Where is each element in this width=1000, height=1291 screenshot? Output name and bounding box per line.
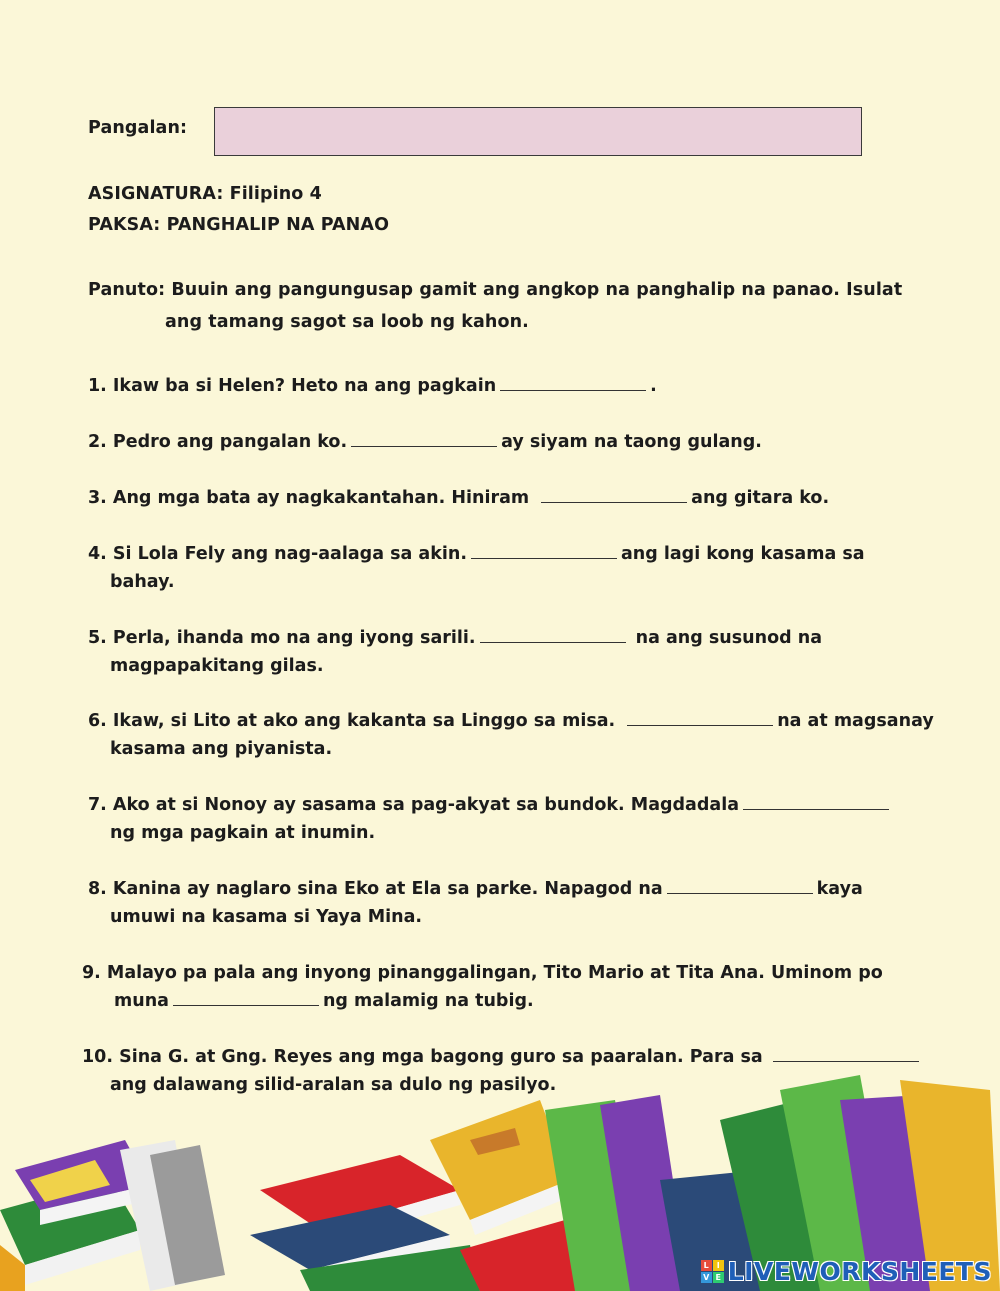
- question-8: [88, 875, 863, 931]
- liveworksheets-logo-icon: L I V E: [701, 1260, 724, 1283]
- answer-blank-2[interactable]: [351, 430, 497, 447]
- question-text: 3. Ang mga bata ay nagkakantahan. Hiniram: [88, 488, 530, 508]
- subject-line: ASIGNATURA: Filipino 4: [88, 184, 322, 204]
- question-6: [88, 707, 934, 763]
- answer-blank-9[interactable]: [173, 989, 319, 1006]
- question-text: na ang susunod na: [635, 628, 823, 648]
- question-text-cont: muna: [114, 991, 169, 1011]
- question-text-cont: umuwi na kasama si Yaya Mina.: [110, 907, 423, 927]
- question-9: [82, 959, 883, 1015]
- brand-text: LIVEWORKSHEETS: [727, 1256, 992, 1286]
- question-text: .: [650, 376, 657, 396]
- question-text: 9. Malayo pa pala ang inyong pinanggalingan, Tito Mario at Tita Ana. Uminom po: [82, 963, 883, 983]
- answer-blank-8[interactable]: [667, 877, 813, 894]
- question-text: ang lagi kong kasama sa: [620, 544, 865, 564]
- answer-blank-6[interactable]: [627, 709, 773, 726]
- answer-blank-3[interactable]: [541, 486, 687, 503]
- question-5: [88, 624, 822, 680]
- answer-blank-7[interactable]: [743, 793, 889, 810]
- instructions-line-1: Panuto: Buuin ang pangungusap gamit ang angkop na panghalip na panao. Isulat: [88, 280, 903, 300]
- question-text: ay siyam na taong gulang.: [501, 432, 762, 452]
- liveworksheets-brand: [701, 1257, 992, 1285]
- book-stack-left-icon: [0, 1140, 225, 1291]
- question-4: [88, 540, 865, 596]
- answer-blank-4[interactable]: [471, 542, 617, 559]
- answer-blank-5[interactable]: [480, 626, 626, 643]
- question-1: [88, 372, 657, 400]
- question-text-cont: magpapakitang gilas.: [110, 656, 324, 676]
- question-7: [88, 791, 893, 847]
- book-stack-center-left-icon: [250, 1155, 480, 1291]
- answer-blank-1[interactable]: [500, 374, 646, 391]
- instructions-line-2: ang tamang sagot sa loob ng kahon.: [165, 312, 529, 332]
- name-label: Pangalan:: [88, 118, 188, 138]
- question-text-cont: ang dalawang silid-aralan sa dulo ng pasilyo.: [110, 1075, 557, 1095]
- question-2: [88, 428, 762, 456]
- question-text: 8. Kanina ay naglaro sina Eko at Ela sa parke. Napagod na: [88, 879, 663, 899]
- name-field-box[interactable]: [214, 107, 862, 156]
- question-text: na at magsanay: [777, 711, 934, 731]
- question-text: kaya: [816, 879, 863, 899]
- question-text: 10. Sina G. at Gng. Reyes ang mga bagong guro sa paaralan. Para sa: [82, 1047, 763, 1067]
- question-3: [88, 484, 829, 512]
- question-text: 2. Pedro ang pangalan ko.: [88, 432, 348, 452]
- question-text: ng malamig na tubig.: [322, 991, 534, 1011]
- question-text: 4. Si Lola Fely ang nag-aalaga sa akin.: [88, 544, 467, 564]
- topic-line: PAKSA: PANGHALIP NA PANAO: [88, 215, 390, 235]
- name-field[interactable]: [215, 108, 861, 155]
- question-text-cont: kasama ang piyanista.: [110, 739, 333, 759]
- question-text: 6. Ikaw, si Lito at ako ang kakanta sa Linggo sa misa.: [88, 711, 616, 731]
- question-text-cont: ng mga pagkain at inumin.: [110, 823, 376, 843]
- question-text: 1. Ikaw ba si Helen? Heto na ang pagkain: [88, 376, 497, 396]
- question-text: 7. Ako at si Nonoy ay sasama sa pag-akyat sa bundok. Magdadala: [88, 795, 740, 815]
- question-text: ang gitara ko.: [691, 488, 830, 508]
- question-text-cont: bahay.: [110, 572, 175, 592]
- question-text: 5. Perla, ihanda mo na ang iyong sarili.: [88, 628, 476, 648]
